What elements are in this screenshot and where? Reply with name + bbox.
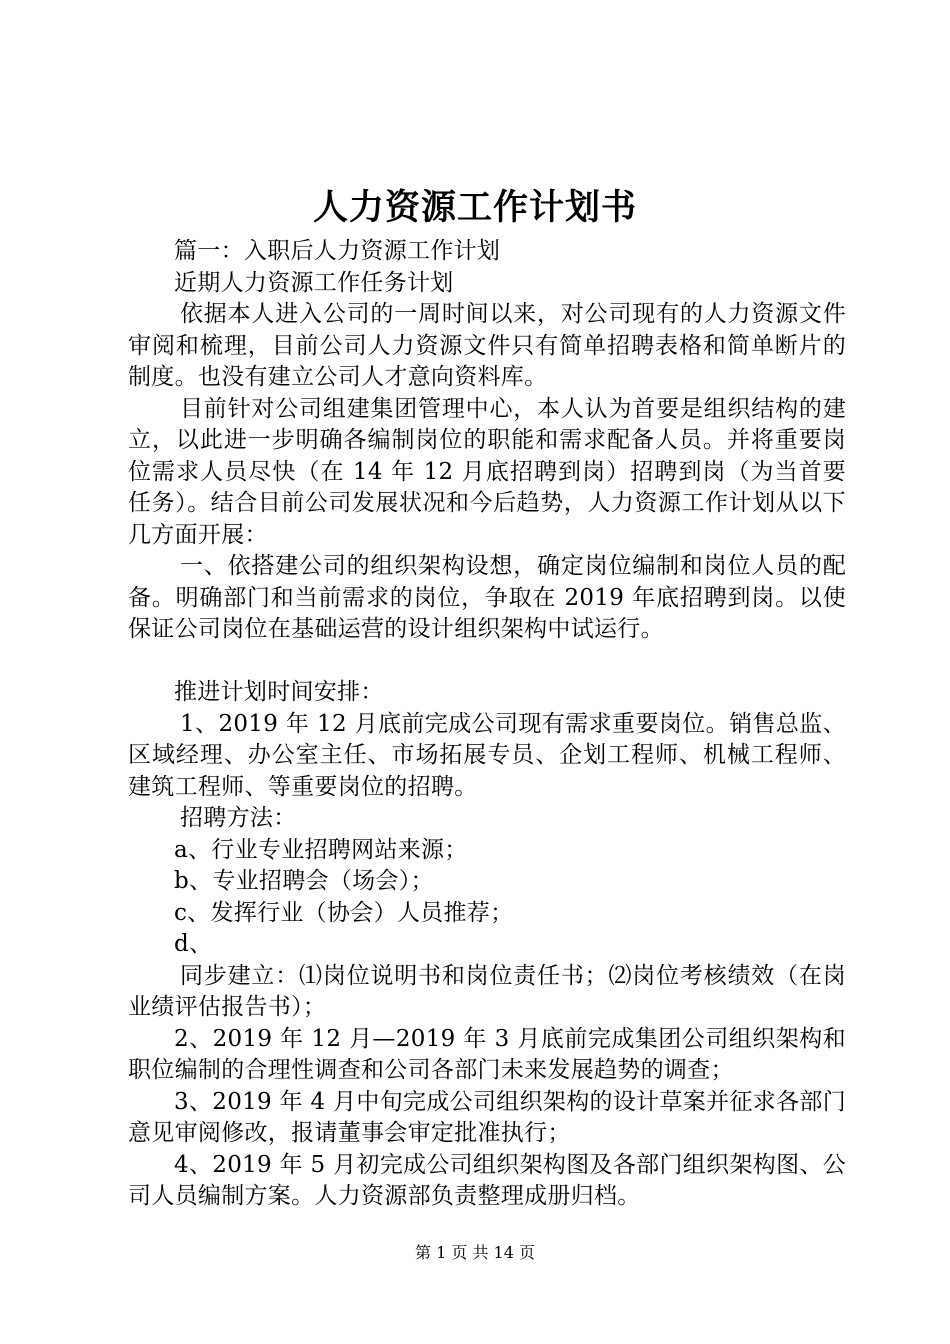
recruitment-method-d: d、 [174, 931, 213, 957]
schedule-item-1: 1、2019 年 12 月底前完成公司现有需求重要岗位。销售总监、区域经理、办公室主任、市场拓展专员、企划工程师、机械工程师、建筑工程师、等重要岗位的招聘。 [128, 710, 846, 800]
paragraph-organization-plan: 一、依搭建公司的组织架构设想，确定岗位编制和岗位人员的配备。明确部门和当前需求的岗位，争取在 2019 年底招聘到岗。以使保证公司岗位在基础运营的设计组织架构中试运行。 [128, 553, 846, 642]
paragraph-spacer [128, 646, 846, 678]
document-body [128, 236, 846, 1213]
section-heading: 篇一：入职后人力资源工作计划 [174, 238, 501, 264]
paragraph-current-status: 依据本人进入公司的一周时间以来，对公司现有的人力资源文件审阅和梳理，目前公司人力资源文件只有简单招聘表格和简单断片的制度。也没有建立公司人才意向资料库。 [128, 301, 846, 390]
schedule-item-2: 2、2019 年 12 月—2019 年 3 月底前完成集团公司组织架构和职位编制的合理性调查和公司各部门未来发展趋势的调查； [128, 1025, 846, 1083]
recruitment-method-a: a、行业专业招聘网站来源； [174, 836, 468, 863]
recruitment-methods-heading: 招聘方法： [180, 805, 297, 831]
subsection-heading: 近期人力资源工作任务计划 [174, 269, 454, 296]
schedule-heading: 推进计划时间安排： [174, 679, 384, 705]
document-title: 人力资源工作计划书 [312, 187, 637, 228]
paragraph-priority: 目前针对公司组建集团管理中心，本人认为首要是组织结构的建立，以此进一步明确各编制岗位的职能和需求配备人员。并将重要岗位需求人员尽快（在 14 年 12 月底招聘到岗）招聘到岗（为当首要任务）。结合目前公司发展状况和今后趋势，人力资源工作计划从以下几方面开展： [128, 395, 846, 548]
page-number: 第 1 页 共 14 页 [415, 1243, 535, 1262]
schedule-item-4: 4、2019 年 5 月初完成公司组织架构图及各部门组织架构图、公司人员编制方案。人力资源部负责整理成册归档。 [128, 1151, 846, 1209]
schedule-item-3: 3、2019 年 4 月中旬完成公司组织架构的设计草案并征求各部门意见审阅修改，报请董事会审定批准执行； [128, 1088, 846, 1146]
recruitment-method-b: b、专业招聘会（场会）； [174, 868, 434, 894]
parallel-setup-item: 同步建立：⑴岗位说明书和岗位责任书；⑵岗位考核绩效（在岗业绩评估报告书）； [128, 962, 846, 1020]
recruitment-method-c: c、发挥行业（协会）人员推荐； [174, 899, 514, 926]
